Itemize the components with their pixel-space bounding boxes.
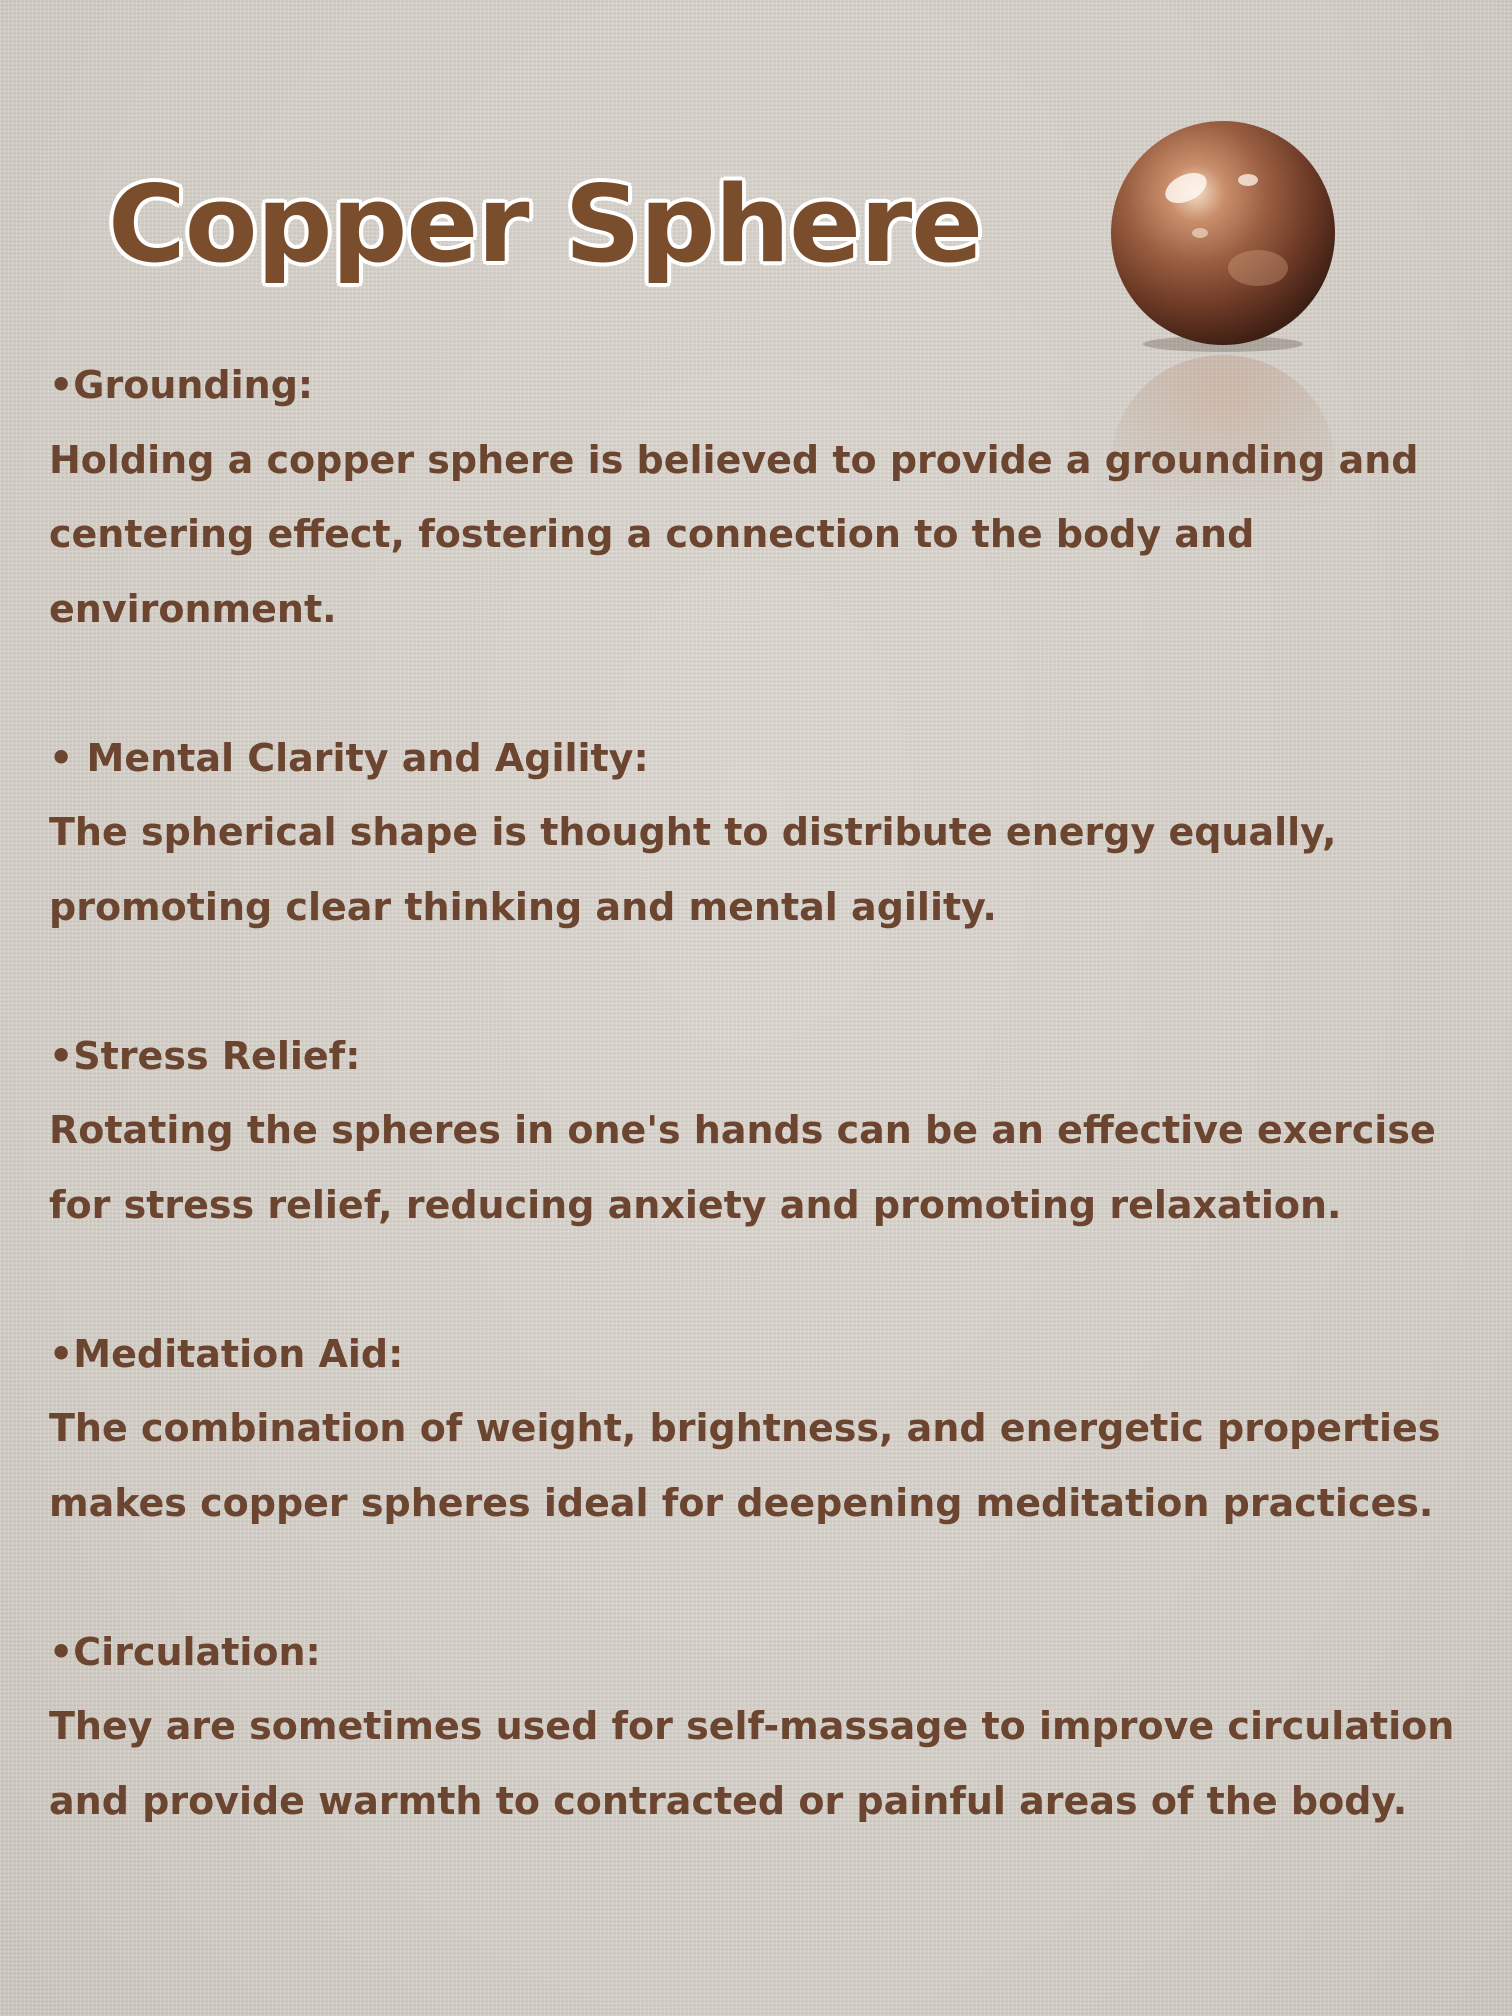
list-item <box>49 1019 1469 1243</box>
list-item <box>49 1615 1469 1839</box>
benefits-list <box>49 348 1469 1913</box>
list-item <box>49 1317 1469 1541</box>
section-heading-meditation-aid: •Meditation Aid: <box>49 1331 404 1376</box>
section-heading-mental-clarity: • Mental Clarity and Agility: <box>49 735 649 780</box>
section-heading-stress-relief: •Stress Relief: <box>49 1033 361 1078</box>
section-heading-circulation: •Circulation: <box>49 1629 321 1674</box>
section-body-meditation-aid: The combination of weight, brightness, and energetic properties makes copper spheres ideal for deepening meditation practices. <box>49 1406 1441 1525</box>
section-heading-grounding: •Grounding: <box>49 363 314 407</box>
list-item <box>49 348 1469 646</box>
section-body-circulation: They are sometimes used for self-massage to improve circulation and provide warmth to contracted or painful areas of the body. <box>49 1704 1455 1823</box>
page-title: Copper Sphere <box>108 163 983 286</box>
section-body-stress-relief: Rotating the spheres in one's hands can be an effective exercise for stress relief, reducing anxiety and promoting relaxation. <box>49 1108 1436 1227</box>
section-body-mental-clarity: The spherical shape is thought to distribute energy equally, promoting clear thinking and mental agility. <box>49 810 1337 929</box>
list-item <box>49 721 1469 945</box>
section-body-grounding: Holding a copper sphere is believed to provide a grounding and centering effect, fostering a connection to the body and environment. <box>49 437 1419 631</box>
